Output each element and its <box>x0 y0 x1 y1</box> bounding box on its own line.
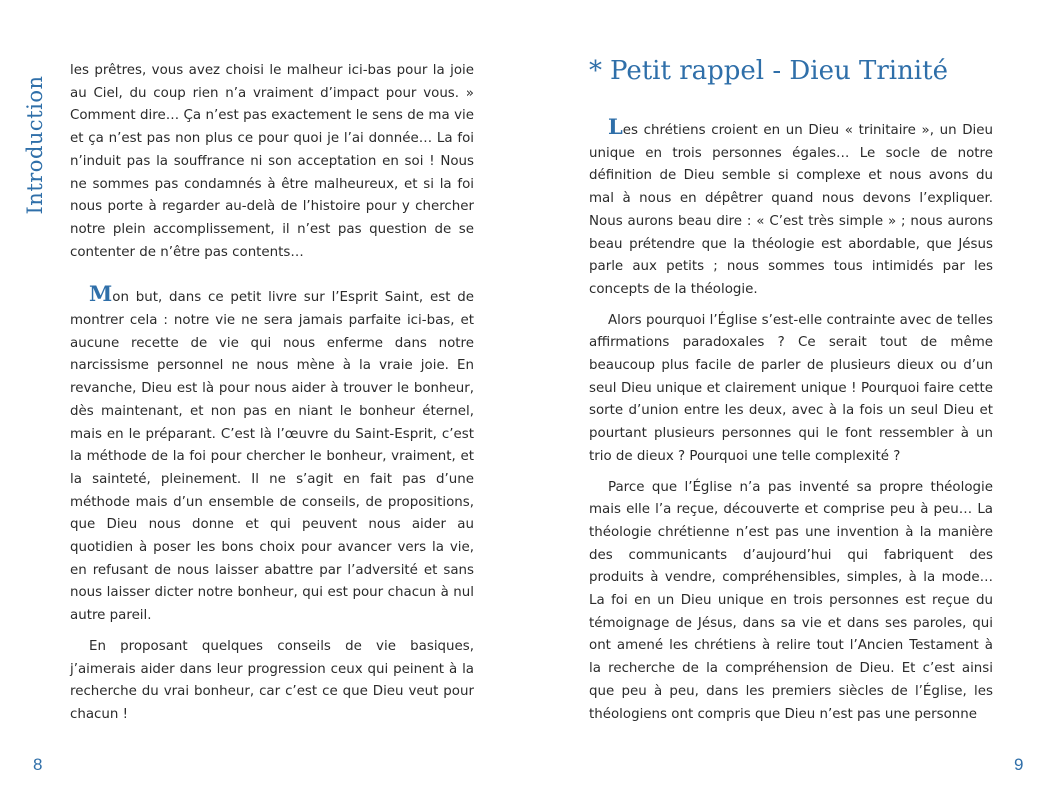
dropcap: L <box>608 114 623 139</box>
section-title <box>589 56 948 86</box>
left-text-column <box>70 60 474 727</box>
section-title-text: Petit rappel - Dieu Trinité <box>610 56 948 86</box>
paragraph-text: es chrétiens croient en un Dieu « trinitaire », un Dieu unique en trois personnes égales… Le socle de notre définition de Dieu semble si complexe et nous avons du mal à nous en dépêtrer quand nous devons l’expliquer. Nous aurons beau dire : « C’est très simple » ; nous aurons beau prétendre que la théologie est abordable, que Jésus parle aux petits ; nous sommes tous intimidés par les concepts de la théologie. <box>589 123 993 297</box>
paragraph <box>70 281 474 628</box>
paragraph: En proposant quelques conseils de vie basiques, j’aimerais aider dans leur progression ceux qui peinent à la recherche du vrai bonheur, car c’est ce que Dieu veut pour chacun ! <box>70 638 474 722</box>
paragraph <box>589 114 993 302</box>
paragraph: Alors pourquoi l’Église s’est-elle contrainte avec de telles affirmations paradoxales ? Ce serait tout de même beaucoup plus facile de parler de plusieurs dieux ou d’un seul Dieu unique et clairement unique ! Pourquoi faire cette sorte d’union entre les deux, avec à la fois un seul Dieu et pourtant plusieurs personnes qui le font ressembler à un trio de dieux ? Pourquoi une telle complexité ? <box>589 312 993 464</box>
running-head-text: Introduction <box>23 75 47 214</box>
page-number: 9 <box>1014 755 1024 774</box>
paragraph-text: on but, dans ce petit livre sur l’Esprit Saint, est de montrer cela : notre vie ne sera jamais parfaite ici-bas, et aucune recette de vie qui nous enferme dans notre narcissisme personnel ne nous mène à la vraie joie. En revanche, Dieu est là pour nous aider à trouver le bonheur, dès maintenant, et non pas en niant le bonheur éternel, mais en le préparant. C’est là l’œuvre du Saint-Esprit, c’est la méthode de la foi pour chercher le bonheur, vraiment, et la sainteté, pleinement. Il ne s’agit en fait pas d’une méthode mais d’un ensemble de conseils, de propositions, que Dieu nous donne et qui peuvent nous aider au quotidien à poser les bons choix pour avancer vers la vie, en refusant de nous laisser abattre par l’adversité et sans nous laisser dicter notre bonheur, qui est pour chacun à nul autre pareil. <box>70 290 474 624</box>
dropcap: M <box>89 281 113 307</box>
left-page <box>0 0 531 799</box>
paragraph: Parce que l’Église n’a pas inventé sa propre théologie mais elle l’a reçue, découverte et comprise peu à peu… La théologie chrétienne n’est pas une invention à la manière des communicants d’aujourd’hui qui fabriquent des produits à vendre, compréhensibles, simples, à la mode… La foi en un Dieu unique en trois personnes est reçue du témoignage de Jésus, dans sa vie et dans ses paroles, qui ont amené les chrétiens à relire tout l’Ancien Testament à la recherche de la compréhension de Dieu. Et c’est ainsi que peu à peu, dans les premiers siècles de l’Église, les théologiens ont compris que Dieu n’est pas une personne <box>589 479 993 722</box>
right-text-column <box>589 114 993 726</box>
right-page <box>531 0 1063 799</box>
running-head <box>20 62 50 227</box>
section-mark-icon: * <box>589 56 602 86</box>
page-number: 8 <box>33 755 43 774</box>
paragraph: les prêtres, vous avez choisi le malheur ici-bas pour la joie au Ciel, du coup rien n’a vraiment d’impact pour vous. » Comment dire… Ça n’est pas exactement le sens de ma vie et ça n’est pas non plus ce pour quoi je l’ai donnée… La foi n’induit pas la souffrance ni son acceptation en soi ! Nous ne sommes pas condamnés à être malheureux, et si la foi nous porte à regarder au-delà de l’histoire pour y chercher notre plein accomplissement, il n’est pas question de se contenter de n’être pas contents… <box>70 63 474 260</box>
